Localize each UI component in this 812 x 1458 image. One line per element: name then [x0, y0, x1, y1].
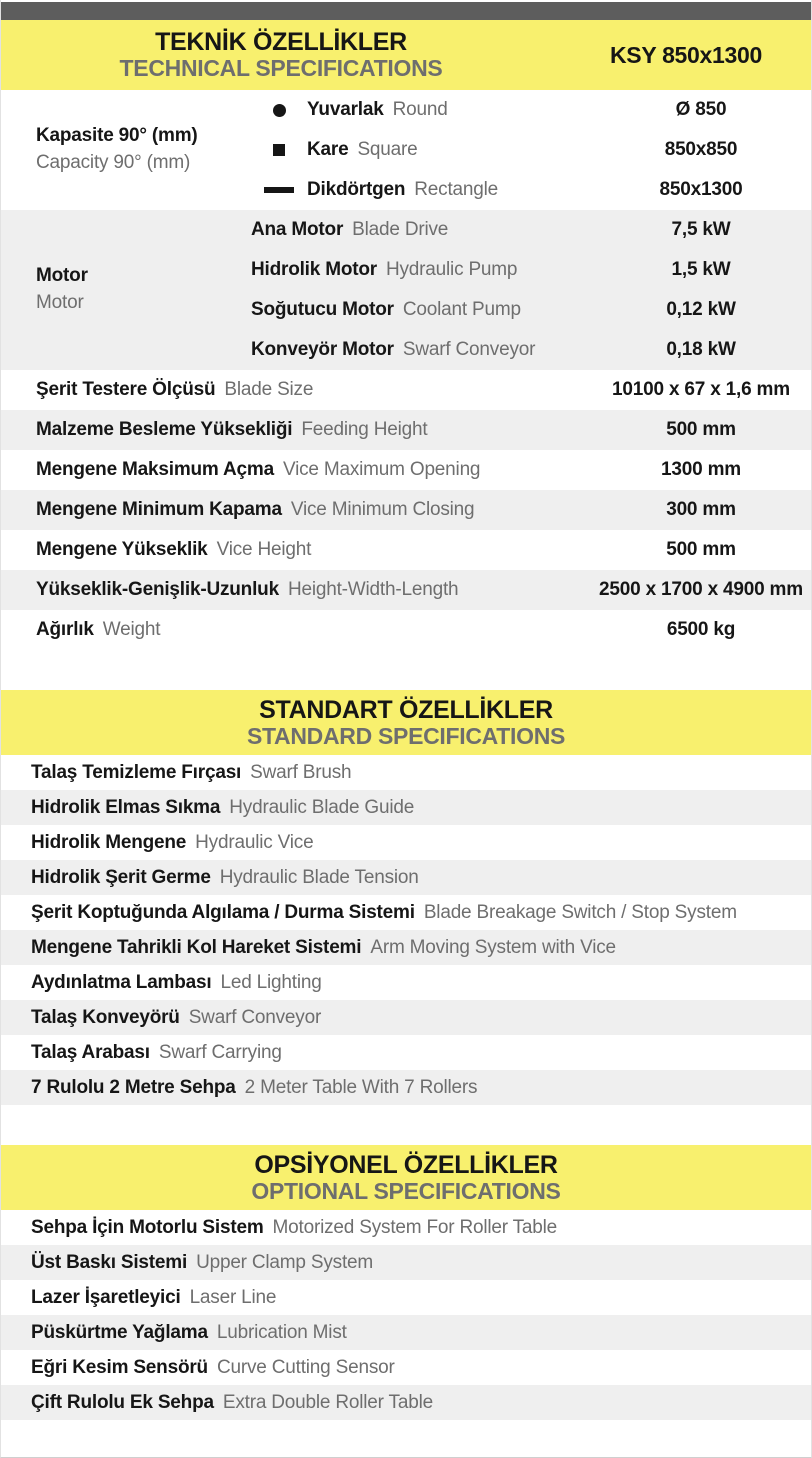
spec-label-tr: Yükseklik-Genişlik-Uzunluk	[36, 579, 279, 600]
motor-value: 0,12 kW	[666, 299, 736, 320]
feature-name-tr: Eğri Kesim Sensörü	[31, 1356, 208, 1378]
capacity-name-en: Rectangle	[414, 179, 499, 200]
capacity-name-tr: Yuvarlak	[307, 99, 384, 120]
spec-label-en: Vice Maximum Opening	[282, 459, 481, 480]
feature-name-tr: Üst Baskı Sistemi	[31, 1251, 188, 1273]
standard-feature-row	[1, 1035, 811, 1070]
feature-name-tr: Talaş Konveyörü	[31, 1006, 180, 1028]
spec-label-tr: Ağırlık	[36, 619, 94, 640]
feature-name-tr: Hidrolik Elmas Sıkma	[31, 796, 221, 818]
spec-value: 2500 x 1700 x 4900 mm	[599, 579, 803, 600]
capacity-rows	[251, 90, 811, 210]
standard-specs-header	[1, 690, 811, 755]
spec-row	[1, 410, 811, 450]
top-divider-bar	[1, 2, 811, 20]
motor-group	[1, 210, 811, 370]
motor-name-tr: Konveyör Motor	[251, 339, 394, 360]
capacity-group	[1, 90, 811, 210]
feature-name-tr: 7 Rulolu 2 Metre Sehpa	[31, 1076, 236, 1098]
optional-feature-row	[1, 1210, 811, 1245]
page-title-en: TECHNICAL SPECIFICATIONS	[119, 55, 443, 82]
feature-name-en: Upper Clamp System	[196, 1251, 374, 1273]
optional-title-en: OPTIONAL SPECIFICATIONS	[251, 1177, 561, 1204]
tech-specs-table	[1, 90, 811, 650]
feature-name-en: Arm Moving System with Vice	[370, 936, 616, 958]
spec-value: 6500 kg	[666, 619, 736, 640]
feature-name-en: Swarf Brush	[250, 761, 352, 783]
standard-feature-row	[1, 860, 811, 895]
motor-name-en: Hydraulic Pump	[385, 259, 518, 280]
optional-title-tr: OPSİYONEL ÖZELLİKLER	[254, 1150, 558, 1179]
feature-name-tr: Talaş Arabası	[31, 1041, 150, 1063]
feature-name-en: Motorized System For Roller Table	[272, 1216, 558, 1238]
capacity-name-en: Square	[357, 139, 418, 160]
motor-subrow	[251, 330, 811, 370]
spec-label-en: Feeding Height	[301, 419, 428, 440]
motor-subrow	[251, 210, 811, 250]
spec-label-en: Vice Minimum Closing	[290, 499, 475, 520]
feature-name-en: Extra Double Roller Table	[222, 1391, 433, 1413]
motor-value: 1,5 kW	[671, 259, 731, 280]
spec-value: 500 mm	[666, 539, 736, 560]
feature-name-tr: Sehpa İçin Motorlu Sistem	[31, 1216, 264, 1238]
spec-label-tr: Mengene Minimum Kapama	[36, 499, 282, 520]
spec-row	[1, 450, 811, 490]
spec-label-tr: Şerit Testere Ölçüsü	[36, 379, 216, 400]
spec-value: 300 mm	[666, 499, 736, 520]
motor-value: 0,18 kW	[666, 339, 736, 360]
capacity-name-tr: Kare	[307, 139, 349, 160]
feature-name-tr: Lazer İşaretleyici	[31, 1286, 181, 1308]
optional-feature-row	[1, 1385, 811, 1420]
optional-feature-row	[1, 1245, 811, 1280]
capacity-name-tr: Dikdörtgen	[307, 179, 406, 200]
standard-feature-row	[1, 965, 811, 1000]
capacity-subrow	[251, 90, 811, 130]
capacity-label-tr: Kapasite 90° (mm)	[36, 125, 198, 147]
feature-name-tr: Hidrolik Şerit Germe	[31, 866, 211, 888]
standard-feature-row	[1, 930, 811, 965]
rectangle-icon	[264, 187, 294, 193]
motor-name-tr: Hidrolik Motor	[251, 259, 377, 280]
feature-name-tr: Şerit Koptuğunda Algılama / Durma Sistemi	[31, 901, 415, 923]
feature-name-en: Hydraulic Vice	[195, 831, 314, 853]
square-icon	[273, 144, 285, 156]
spec-label-en: Height-Width-Length	[287, 579, 459, 600]
circle-icon	[273, 104, 286, 117]
motor-name-en: Coolant Pump	[402, 299, 521, 320]
capacity-subrow	[251, 170, 811, 210]
motor-label-tr: Motor	[36, 265, 88, 287]
motor-name-tr: Ana Motor	[251, 219, 344, 240]
page-title-tr: TEKNİK ÖZELLİKLER	[155, 28, 407, 57]
section-gap	[1, 1105, 811, 1145]
standard-feature-row	[1, 895, 811, 930]
feature-name-en: Hydraulic Blade Guide	[229, 796, 415, 818]
spec-row	[1, 370, 811, 410]
feature-name-en: Swarf Conveyor	[188, 1006, 322, 1028]
motor-subrow	[251, 250, 811, 290]
feature-name-tr: Talaş Temizleme Fırçası	[31, 761, 242, 783]
spec-label-en: Vice Height	[216, 539, 312, 560]
spec-label-en: Blade Size	[224, 379, 314, 400]
feature-name-tr: Aydınlatma Lambası	[31, 971, 212, 993]
header-titles	[1, 20, 561, 90]
motor-name-tr: Soğutucu Motor	[251, 299, 394, 320]
capacity-subrow	[251, 130, 811, 170]
spec-value: 500 mm	[666, 419, 736, 440]
optional-feature-row	[1, 1350, 811, 1385]
feature-name-en: Hydraulic Blade Tension	[219, 866, 419, 888]
capacity-value: 850x850	[664, 139, 738, 160]
motor-subrow	[251, 290, 811, 330]
standard-title-tr: STANDART ÖZELLİKLER	[259, 695, 553, 724]
capacity-group-label	[1, 90, 251, 210]
feature-name-en: Led Lighting	[220, 971, 322, 993]
spec-label-tr: Mengene Yükseklik	[36, 539, 208, 560]
feature-name-en: Swarf Carrying	[158, 1041, 282, 1063]
capacity-name-en: Round	[392, 99, 448, 120]
spec-row	[1, 610, 811, 650]
motor-rows	[251, 210, 811, 370]
standard-feature-row	[1, 1070, 811, 1105]
motor-label-en: Motor	[36, 292, 84, 313]
motor-name-en: Swarf Conveyor	[402, 339, 536, 360]
motor-value: 7,5 kW	[671, 219, 731, 240]
optional-feature-row	[1, 1315, 811, 1350]
spec-value: 10100 x 67 x 1,6 mm	[612, 379, 790, 400]
motor-group-label	[1, 210, 251, 370]
feature-name-en: Laser Line	[189, 1286, 277, 1308]
standard-feature-row	[1, 790, 811, 825]
feature-name-en: Curve Cutting Sensor	[216, 1356, 395, 1378]
section-gap	[1, 650, 811, 690]
standard-specs-list	[1, 755, 811, 1105]
shape-icon-box	[251, 187, 307, 193]
spec-row	[1, 530, 811, 570]
spec-row	[1, 570, 811, 610]
optional-feature-row	[1, 1280, 811, 1315]
capacity-label-en: Capacity 90° (mm)	[36, 152, 191, 173]
feature-name-en: Lubrication Mist	[216, 1321, 347, 1343]
spec-value: 1300 mm	[661, 459, 741, 480]
feature-name-tr: Püskürtme Yağlama	[31, 1321, 208, 1343]
feature-name-en: 2 Meter Table With 7 Rollers	[244, 1076, 478, 1098]
shape-icon-box	[251, 104, 307, 117]
spec-label-en: Weight	[102, 619, 161, 640]
spec-label-tr: Mengene Maksimum Açma	[36, 459, 274, 480]
feature-name-tr: Hidrolik Mengene	[31, 831, 187, 853]
spec-row	[1, 490, 811, 530]
optional-specs-list	[1, 1210, 811, 1420]
spec-label-tr: Malzeme Besleme Yüksekliği	[36, 419, 293, 440]
standard-feature-row	[1, 825, 811, 860]
tech-specs-header	[1, 20, 811, 90]
capacity-value: 850x1300	[659, 179, 743, 200]
optional-specs-header	[1, 1145, 811, 1210]
feature-name-en: Blade Breakage Switch / Stop System	[423, 901, 737, 923]
standard-feature-row	[1, 755, 811, 790]
feature-name-tr: Çift Rulolu Ek Sehpa	[31, 1391, 214, 1413]
shape-icon-box	[251, 144, 307, 156]
standard-feature-row	[1, 1000, 811, 1035]
feature-name-tr: Mengene Tahrikli Kol Hareket Sistemi	[31, 936, 362, 958]
motor-name-en: Blade Drive	[352, 219, 449, 240]
standard-title-en: STANDARD SPECIFICATIONS	[246, 722, 566, 749]
model-name: KSY 850x1300	[610, 41, 762, 68]
capacity-value: Ø 850	[675, 99, 727, 120]
